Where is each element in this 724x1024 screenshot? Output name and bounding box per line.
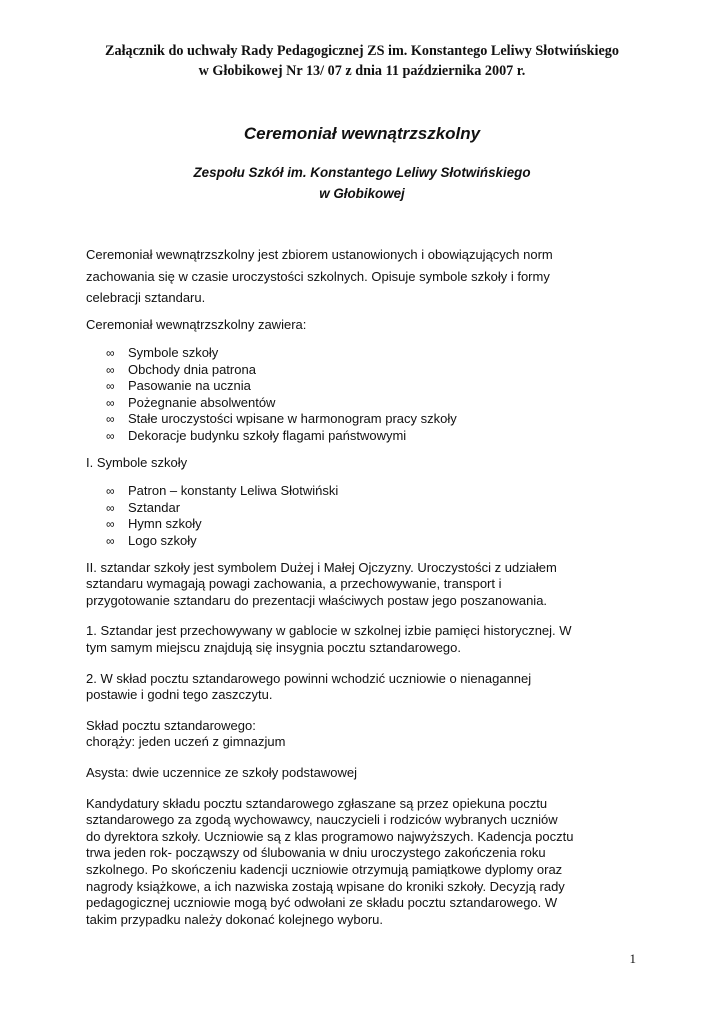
list-item: ∞ Patron – konstanty Leliwa Słotwiński [106,483,339,499]
infinity-bullet-icon: ∞ [106,517,115,532]
composition-paragraph: Skład pocztu sztandarowego: chorąży: jeden uczeń z gimnazjum [86,717,286,750]
contains-heading: Ceremoniał wewnątrzszkolny zawiera: [86,316,307,332]
point-2-paragraph: 2. W skład pocztu sztandarowego powinni wchodzić uczniowie o nienagannej postawie i godni tego zaszczytu. [86,670,532,703]
section-1-heading: I. Symbole szkoły [86,454,188,470]
infinity-bullet-icon: ∞ [106,484,115,499]
intro-line: zachowania się w czasie uroczystości szkolnych. Opisuje symbole szkoły i formy [86,268,550,284]
infinity-bullet-icon: ∞ [106,534,115,549]
page-title: Ceremoniał wewnątrzszkolny [243,124,481,143]
section-2-paragraph: II. sztandar szkoły jest symbolem Dużej i Małej Ojczyzny. Uroczystości z udziałem sztandaru wymagają powagi zachowania, a przechowywanie, transport i przygotowanie sztandaru do prezentacji właściwych postaw jego poszanowania. [86,559,557,608]
list-item: ∞ Obchody dnia patrona [106,361,256,377]
header-line-1: Załącznik do uchwały Rady Pedagogicznej ZS im. Konstantego Leliwy Słotwińskiego [105,43,619,59]
list-item: ∞ Pasowanie na ucznia [106,378,251,394]
infinity-bullet-icon: ∞ [106,362,115,377]
subtitle-line-2: w Głobikowej [319,186,405,201]
list-item: ∞ Dekoracje budynku szkoły flagami państwowymi [106,428,407,444]
point-1-paragraph: 1. Sztandar jest przechowywany w gablocie w szkolnej izbie pamięci historycznej. W tym samym miejscu znajdują się insygnia pocztu sztandarowego. [86,623,572,655]
candidates-paragraph: Kandydatury składu pocztu sztandarowego zgłaszane są przez opiekuna pocztu sztandarowego za zgodą wychowawcy, nauczycieli i rodziców wybranych uczniów do dyrektora szkoły. Uczniowie są z klas programowo najwyższych. Kadencja pocztu trwa jeden rok- począwszy od ślubowania w dniu uroczystego zakończenia roku szkolnego. Po skończeniu kadencji uczniowie otrzymują pamiątkowe dyplomy oraz nagrody książkowe, a ich nazwiska zostają wpisane do kroniki szkoły. Decyzją rady pedagogicznej uczniowie mogą być odwołani ze składu pocztu sztandarowego. W takim przypadku należy dokonać kolejnego wyboru. [86,795,574,927]
symbols-list [86,483,656,549]
infinity-bullet-icon: ∞ [106,412,115,427]
subtitle-line-1: Zespołu Szkół im. Konstantego Leliwy Słotwińskiego [193,165,531,180]
intro-line: Ceremoniał wewnątrzszkolny jest zbiorem ustanowionych i obowiązujących norm [86,247,553,262]
infinity-bullet-icon: ∞ [106,429,115,444]
infinity-bullet-icon: ∞ [106,395,115,410]
intro-paragraph [86,244,656,309]
infinity-bullet-icon: ∞ [106,500,115,515]
list-item: ∞ Stałe uroczystości wpisane w harmonogram pracy szkoły [106,411,457,427]
document-header [40,41,684,81]
document-body [86,244,656,928]
list-item: ∞ Logo szkoły [106,533,197,549]
list-item: ∞ Sztandar [106,499,181,515]
page-number: 1 [629,951,636,966]
assist-paragraph: Asysta: dwie uczennice ze szkoły podstawowej [86,764,357,780]
page-subtitle [40,162,684,204]
list-item: ∞ Pożegnanie absolwentów [106,394,276,410]
contains-list [86,345,656,445]
intro-line: celebracji sztandaru. [86,290,206,305]
list-item: ∞ Symbole szkoły [106,345,219,361]
infinity-bullet-icon: ∞ [106,379,115,394]
list-item: ∞ Hymn szkoły [106,516,202,532]
infinity-bullet-icon: ∞ [106,346,115,361]
header-line-2: w Głobikowej Nr 13/ 07 z dnia 11 października 2007 r. [198,63,526,79]
